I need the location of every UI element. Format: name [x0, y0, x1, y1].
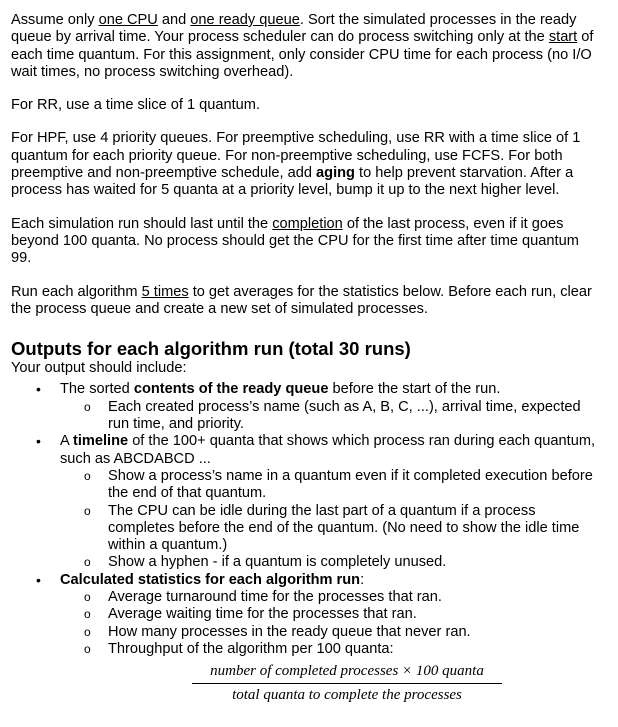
sub-list-item — [60, 554, 601, 571]
text: Show a process’s name in a quantum even if it completed execution before the end of that quantum. — [108, 467, 593, 502]
text: of each time quantum. For this assignment, only consider CPU time for each process (no I/O wait times, no process switching overhead). — [11, 29, 594, 80]
paragraph-run-times — [11, 284, 601, 319]
text: Average turnaround time for the processes that ran. — [108, 589, 442, 606]
text: of the last process, even if it goes beyond 100 quanta. No process should get the CPU for the first time after time quantum 99. — [11, 215, 579, 267]
text: Each simulation run should last until the — [11, 215, 273, 232]
underlined-text: one ready queue — [190, 12, 300, 28]
circle-bullet-icon: o — [84, 590, 91, 605]
formula-denominator: total quanta to complete the processes — [232, 687, 462, 703]
text: The CPU can be idle during the last part of a quantum if a process completes before the end of the quantum. (No need to show the idle time within a quantum.) — [108, 502, 580, 554]
bullet-icon: • — [36, 381, 41, 398]
text: to help prevent starvation. After a process has waited for 5 quanta at a priority level, bump it up to the next higher level. — [11, 165, 574, 199]
sub-list — [60, 468, 601, 572]
text: . Sort the simulated processes in the ready queue by arrival time. Your process scheduler can do process switching only at the — [11, 12, 577, 46]
underlined-text: completion — [272, 215, 343, 232]
text: and — [157, 12, 191, 28]
bold-text: contents of the ready queue — [133, 381, 329, 398]
sub-list-item — [60, 624, 601, 641]
paragraph-rr: For RR, use a time slice of 1 quantum. — [11, 97, 261, 114]
bold-text: timeline — [72, 433, 129, 450]
circle-bullet-icon: o — [84, 503, 91, 518]
paragraph-cpu-queue — [11, 12, 601, 81]
circle-bullet-icon: o — [84, 607, 91, 622]
circle-bullet-icon: o — [84, 399, 91, 414]
text: : — [360, 571, 365, 588]
text: How many processes in the ready queue that never ran. — [108, 623, 471, 640]
text: For HPF, use 4 priority queues. For preemptive scheduling, use RR with a time slice of 1 quantum for each priority queue. For non-preemptive scheduling, use FCFS. For both preemptive and non-preemptive schedule, add — [11, 130, 581, 182]
bullet-icon: • — [36, 571, 41, 588]
sub-list-item — [60, 606, 601, 623]
sub-list-item — [60, 641, 601, 658]
formula-numerator: number of completed processes × 100 quanta — [192, 662, 502, 684]
text: Assume only — [11, 12, 99, 28]
sub-list — [60, 589, 601, 658]
bold-text: aging — [316, 165, 355, 182]
list-item — [11, 381, 601, 433]
text: to get averages for the statistics below. Before each run, clear the process queue and create a new set of simulated processes. — [11, 283, 592, 317]
text: before the start of the run. — [328, 381, 501, 398]
paragraph-simulation-run — [11, 216, 601, 268]
underlined-text: 5 times — [141, 283, 189, 300]
bullet-icon: • — [36, 433, 41, 450]
section-heading: Outputs for each algorithm run (total 30 runs) — [11, 338, 411, 360]
sub-list-item — [60, 468, 601, 503]
text: Show a hyphen - if a quantum is completely unused. — [108, 554, 447, 571]
bold-text: Calculated statistics for each algorithm run — [60, 571, 361, 588]
circle-bullet-icon: o — [84, 641, 91, 656]
text: Each created process’s name (such as A, B, C, ...), arrival time, expected run time, and priority. — [108, 398, 581, 433]
circle-bullet-icon: o — [84, 555, 91, 570]
text: Average waiting time for the processes that ran. — [108, 606, 417, 623]
outputs-list — [11, 381, 601, 658]
sub-list-item — [60, 589, 601, 606]
sub-list-item — [60, 399, 601, 434]
underlined-text: start — [548, 29, 578, 46]
circle-bullet-icon: o — [84, 468, 91, 483]
text: Run each algorithm — [11, 283, 142, 300]
paragraph-hpf — [11, 130, 601, 199]
text: A — [60, 433, 73, 450]
sub-list — [60, 399, 601, 434]
list-item — [11, 572, 601, 658]
text: of the 100+ quanta that shows which process ran during each quantum, such as ABCDABCD ... — [60, 433, 596, 467]
underlined-text: one CPU — [98, 12, 158, 28]
section-intro: Your output should include: — [11, 360, 187, 377]
text: Throughput of the algorithm per 100 quanta: — [108, 640, 394, 657]
document-page — [11, 12, 601, 658]
throughput-formula — [192, 662, 502, 705]
sub-list-item — [60, 503, 601, 555]
text: The sorted — [60, 381, 134, 398]
list-item — [11, 433, 601, 571]
circle-bullet-icon: o — [84, 624, 91, 639]
